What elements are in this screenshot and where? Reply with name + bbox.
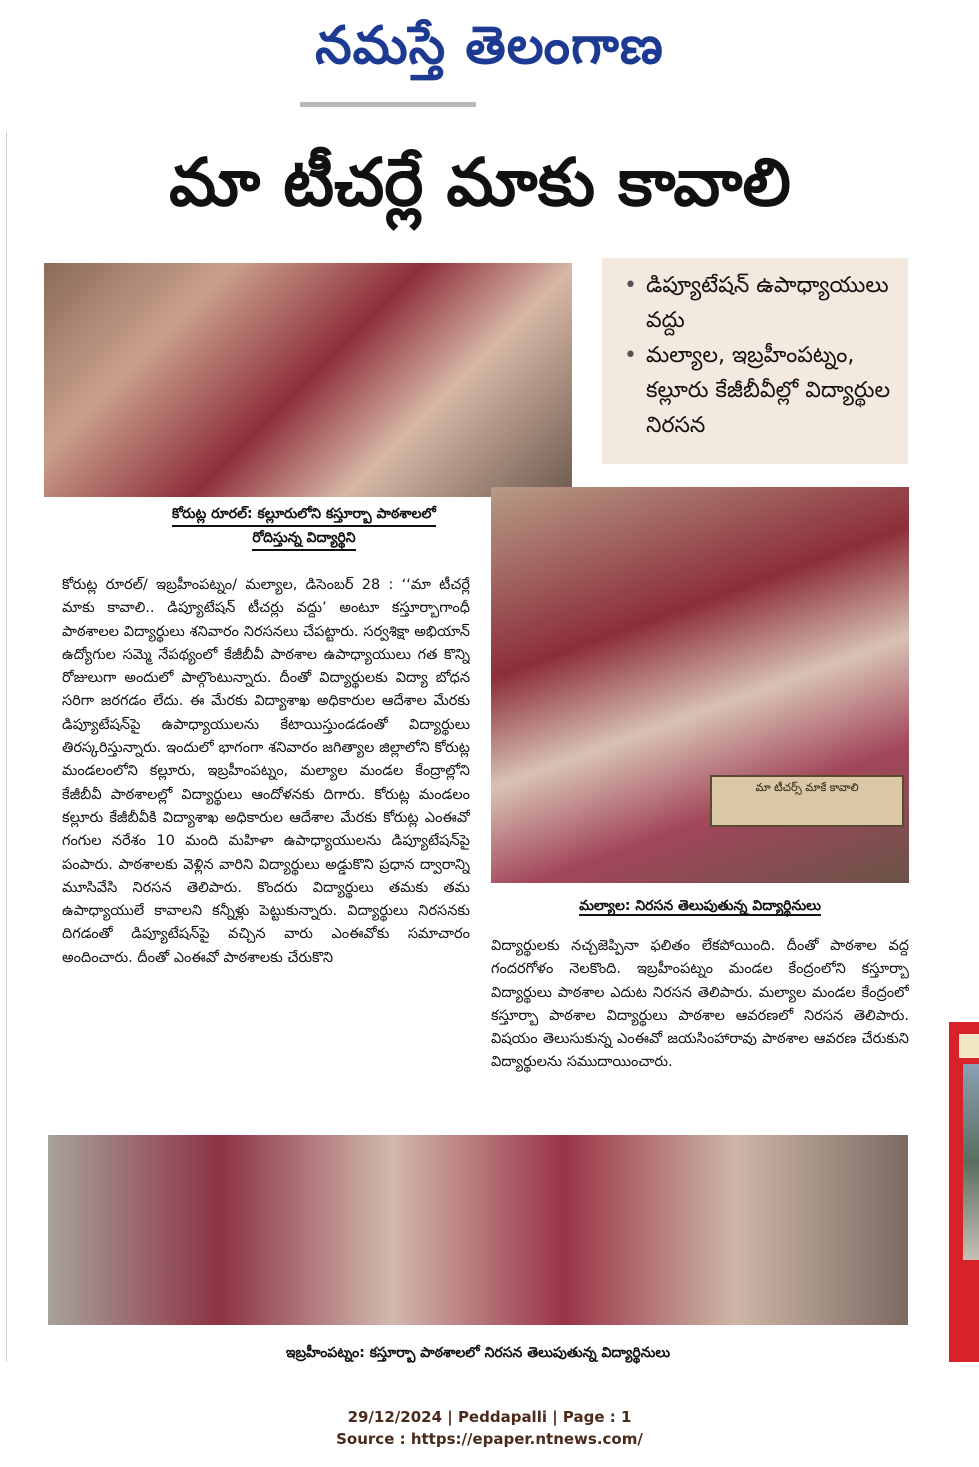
highlight-item: • డిప్యూటేషన్ ఉపాధ్యాయులు వద్దు — [626, 268, 898, 338]
masthead-title: నమస్తే తెలంగాణ — [315, 15, 664, 76]
highlights-list — [602, 258, 908, 443]
page-left-rule — [6, 132, 7, 1362]
article-body-column-2: విద్యార్థులకు నచ్చజెప్పినా ఫలితం లేకపోయింది. దీంతో పాఠశాల వద్ద గందరగోళం నెలకొంది. ఇబ్రహీంపట్నం మండల కేంద్రంలోని కస్తూర్బా విద్యార్థులు పాఠశాల ఎదుట నిరసన తెలిపారు. మల్యాల మండల కేంద్రంలో కస్తూర్బా పాఠశాల విద్యార్థులు పాఠశాల ఆవరణలో నిరసన తెలిపారు. విషయం తెలుసుకున్న ఎంఈవో జయసింహారావు పాఠశాల ఆవరణ చేరుకుని విద్యార్థులను సముదాయించారు. — [491, 938, 909, 1071]
ad-image — [963, 1064, 979, 1260]
photo-ibrahimpatnam-protest — [48, 1135, 908, 1325]
highlights-box — [602, 258, 908, 464]
photo1-caption-line1: కోరుట్ల రూరల్: కల్లూరులోని కస్తూర్బా పాఠశాలలో — [172, 503, 436, 527]
photo1-caption-line2: రోదిస్తున్న విద్యార్థిని — [252, 527, 355, 551]
photo1-caption — [44, 503, 564, 551]
protest-placard: మా టీచర్స్ మాకే కావాలి — [710, 775, 904, 827]
photo3-caption: ఇబ్రహీంపట్నం: కస్తూర్బా పాఠశాలలో నిరసన తెలుపుతున్న విద్యార్థినులు — [285, 1345, 671, 1361]
footer-date-edition: 29/12/2024 | Peddapalli | Page : 1 — [347, 1408, 632, 1426]
page-footer — [0, 1406, 979, 1450]
photo-kalluru-student-crying — [44, 263, 572, 497]
photo2-caption — [491, 895, 909, 917]
footer-source-link[interactable]: Source : https://epaper.ntnews.com/ — [336, 1430, 643, 1448]
masthead-rule — [300, 102, 476, 107]
article-headline: మా టీచర్లే మాకు కావాలి — [169, 144, 791, 221]
highlight-item: • మల్యాల, ఇబ్రహీంపట్నం, కల్లూరు కేజీబీవీల్లో విద్యార్థుల నిరసన — [626, 338, 898, 443]
ad-panel — [959, 1034, 979, 1058]
photo2-caption-text: మల్యాల: నిరసన తెలుపుతున్న విద్యార్థినులు — [579, 898, 821, 914]
adjacent-advertisement-strip — [949, 1022, 979, 1362]
article-body-column-1: కోరుట్ల రూరల్/ ఇబ్రహీంపట్నం/ మల్యాల, డిసెంబర్ 28 : ‘‘మా టీచర్లే మాకు కావాలి.. డిప్యూటేషన్ టీచర్లు వద్దు’ అంటూ కస్తూర్బాగాంధీ పాఠశాలల విద్యార్థులు శనివారం నిరసనలు చేపట్టారు. సర్వశిక్షా అభియాన్ ఉద్యోగుల సమ్మె నేపథ్యంలో కేజీబీవీ పాఠశాల ఉపాధ్యాయులు గత కొన్ని రోజులుగా అందులో పాల్గొంటున్నారు. దీంతో విద్యార్థులకు విద్యా బోధన సరిగా జరగడం లేదు. ఈ మేరకు విద్యాశాఖ అధికారుల ఆదేశాల మేరకు డిప్యూటేషన్‌పై ఉపాధ్యాయులను కేటాయిస్తుండడంతో విద్యార్థులు తిరస్కరిస్తున్నారు. ఇందులో భాగంగా శనివారం జగిత్యాల జిల్లాలోని కోరుట్ల మండలంలోని కల్లూరు, ఇబ్రహీంపట్నం, మల్యాల మండల కేంద్రాల్లోని కేజీబీవీ పాఠశాలల్లో విద్యార్థులు ఆందోళనకు దిగారు. కోరుట్ల మండలం కల్లూరు కేజీబీవీకి విద్యాశాఖ అధికారుల ఆదేశాల మేరకు కోరుట్ల ఎంఈవో గంగుల నరేశం 10 మంది మహిళా ఉపాధ్యాయులను డిప్యూటేషన్‌పై పంపారు. పాఠశాలకు వెళ్లిన వారిని విద్యార్థులు అడ్డుకొని ప్రధాన ద్వారాన్ని మూసివేసి నిరసన తెలిపారు. కొందరు విద్యార్థులు తమకు తమ ఉపాధ్యాయులే కావాలని కన్నీళ్లు పెట్టుకున్నారు. విద్యార్థులు నిరసనకు దిగడంతో డిప్యూటేషన్‌పై వచ్చిన వారు ఎంఈవోకు సమాచారం అందించారు. దీంతో ఎంఈవో పాఠశాలకు చేరుకొని — [62, 577, 470, 966]
